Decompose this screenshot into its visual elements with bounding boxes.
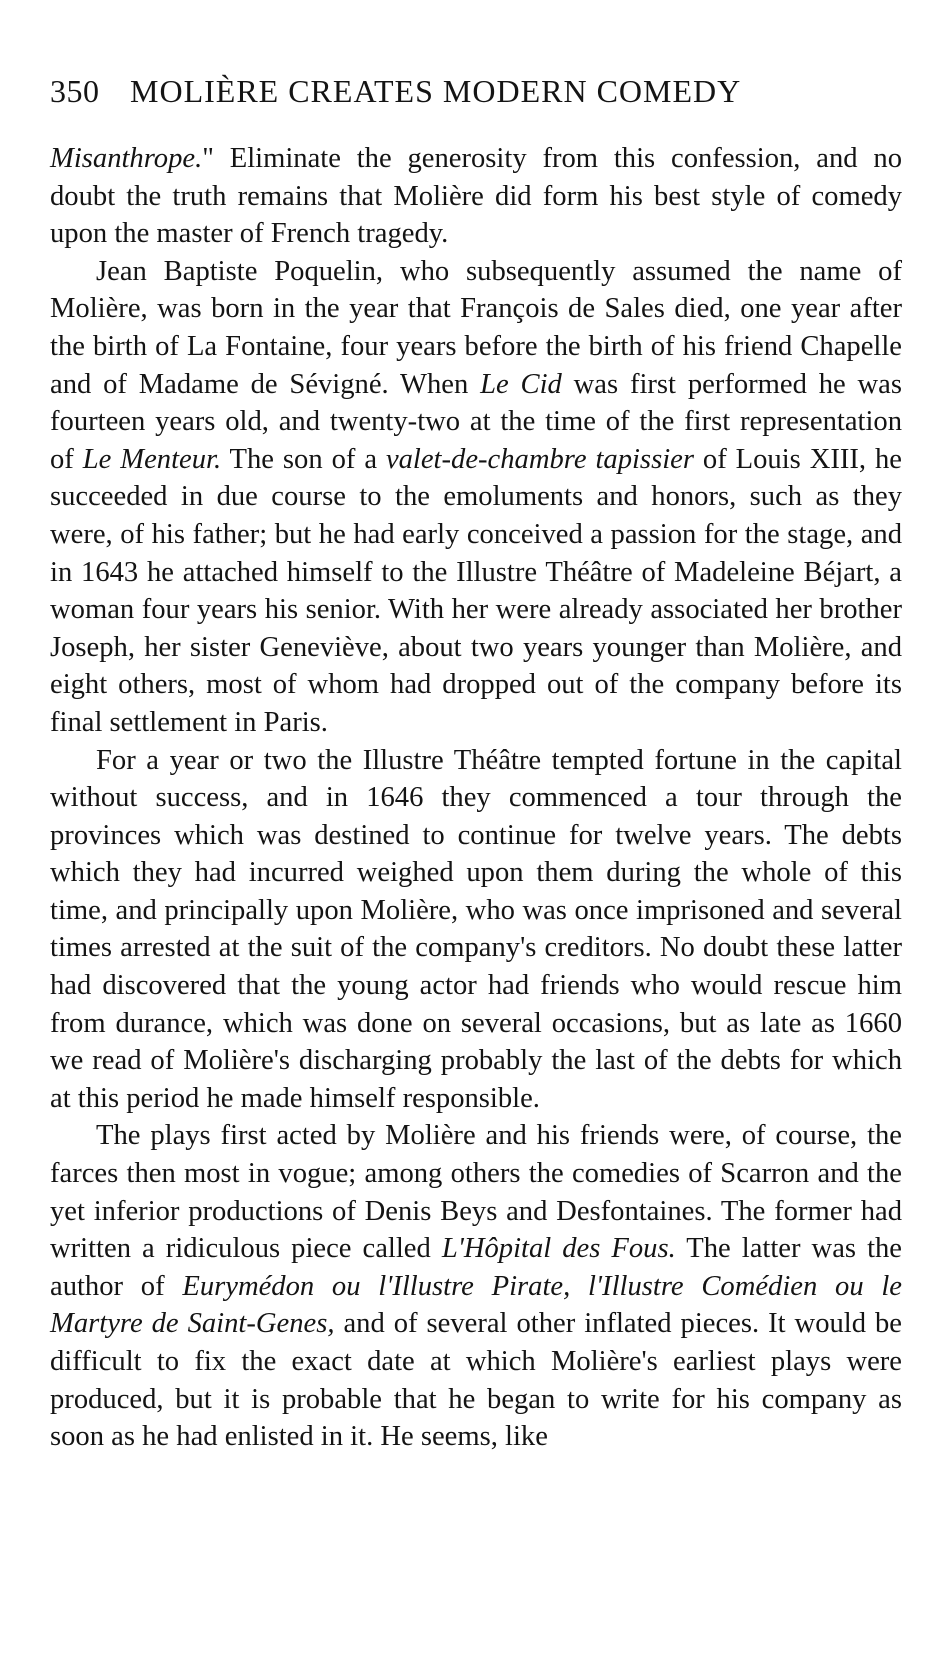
paragraph-text: The latter was the author of — [50, 1233, 903, 1302]
paragraph-text: of Louis XIII, he succeeded in due course to the emoluments and honors, such as they were, of his father; but he had early conceived a passion for the stage, and in 1643 he attached himself to the Illustre Théâtre of Madeleine Béjart, a woman four years his senior. With her were already associated her brother Joseph, her sister Geneviève, about two years younger than Molière, and eight others, most of whom had dropped out of the company before its final settlement in Paris. — [50, 443, 902, 738]
running-title: MOLIÈRE CREATES MODERN COMEDY — [130, 73, 742, 109]
paragraph-text: was first performed he was fourteen years old, and twenty-two at the time of the first representation of — [50, 368, 903, 475]
paragraph — [50, 742, 902, 1118]
paragraph — [50, 140, 902, 253]
book-page — [50, 70, 902, 1456]
italic-title-text: Eurymédon ou l'Illustre Pirate, l'Illustre Comédien ou le Martyre de Saint-Genes, — [50, 1270, 902, 1340]
body-text — [50, 140, 902, 1456]
italic-title-text: Le Menteur. — [82, 443, 222, 475]
italic-title-text: L'Hôpital des Fous. — [441, 1233, 676, 1265]
italic-title-text: Misanthrope. — [50, 143, 203, 174]
paragraph — [50, 253, 902, 742]
italic-title-text: Le Cid — [480, 368, 562, 400]
paragraph-text: The plays first acted by Molière and his friends were, of course, the farces then most in vogue; among others the comedies of Scarron and the yet inferior productions of Denis Beys and Desfontaines. The former had written a ridiculous piece called — [50, 1120, 902, 1265]
paragraph-text: The son of a — [221, 443, 386, 475]
italic-title-text: valet-de-chambre tapissier — [385, 443, 694, 475]
paragraph-text: Jean Baptiste Poquelin, who subsequently assumed the name of Molière, was born in the year that François de Sales died, one year after the birth of La Fontaine, four years before the birth of his friend Chapelle and of Madame de Sévigné. When — [50, 255, 902, 400]
page-number: 350 — [50, 73, 100, 109]
paragraph-text: " Eliminate the generosity from this confession, and no doubt the truth remains that Molière did form his best style of comedy upon the master of French tragedy. — [50, 143, 902, 250]
paragraph-text: For a year or two the Illustre Théâtre tempted fortune in the capital without success, and in 1646 they commenced a tour through the provinces which was destined to continue for twelve years. The debts which they had incurred weighed upon them during the whole of this time, and principally upon Molière, who was once imprisoned and several times arrested at the suit of the company's creditors. No doubt these latter had discovered that the young actor had friends who would rescue him from durance, which was done on several occasions, but as late as 1660 we read of Molière's discharging probably the last of the debts for which at this period he made himself responsible. — [50, 744, 902, 1114]
running-head — [50, 70, 902, 140]
paragraph — [50, 1117, 902, 1455]
paragraph-text: and of several other inflated pieces. It would be difficult to fix the exact date at which Molière's earliest plays were produced, but it is probable that he began to write for his company as soon as he had enlisted in it. He seems, like — [50, 1308, 902, 1453]
